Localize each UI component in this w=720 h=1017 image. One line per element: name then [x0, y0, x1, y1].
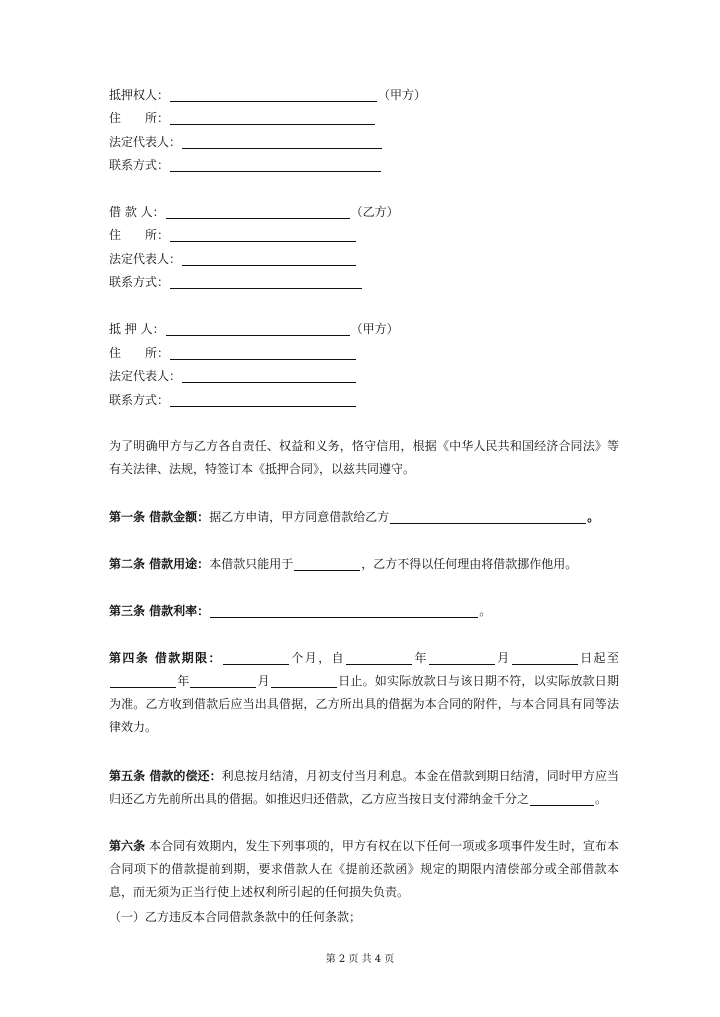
party-b-legal-rep-blank[interactable]: [182, 253, 356, 266]
article-2-text-before: 本借款只能用于: [209, 557, 294, 571]
party-a-address-blank[interactable]: [170, 112, 375, 125]
party-c-role-line: [109, 322, 399, 336]
party-b-role-label: 借 款 人：: [109, 205, 165, 219]
party-b-address-blank[interactable]: [170, 229, 356, 242]
article-6: [109, 835, 619, 904]
party-b-role-line: [109, 205, 399, 219]
late-fee-blank[interactable]: [530, 791, 594, 806]
party-c-address-line: [109, 346, 357, 360]
page-footer: 第 2 页 共 4 页: [325, 954, 395, 965]
party-a-legal-rep-line: [109, 135, 383, 149]
party-b-contact-blank[interactable]: [170, 276, 362, 289]
party-b-role-suffix: （乙方）: [350, 205, 399, 219]
article-5: [109, 765, 619, 811]
party-a-role-suffix: （甲方）: [378, 88, 427, 102]
party-c-address-blank[interactable]: [170, 347, 356, 360]
start-month-blank[interactable]: [429, 650, 495, 665]
end-day-blank[interactable]: [271, 673, 337, 688]
interest-rate-blank[interactable]: [210, 603, 478, 618]
article-1-end: 。: [587, 510, 600, 524]
party-a-role-label: 抵押权人：: [109, 88, 170, 102]
party-c-legal-rep-blank[interactable]: [182, 370, 356, 383]
party-a-address-label: 住 所：: [109, 111, 170, 125]
party-a-legal-rep-blank[interactable]: [182, 136, 382, 149]
article-5-text: 利息按月结清，月初支付当月利息。本金在借款到期日结清，同时甲方应当归还乙方先前所出具的借据。如推迟归还借款，乙方应当按日支付滞纳金千分之: [109, 769, 619, 806]
loan-purpose-blank[interactable]: [294, 556, 360, 571]
party-c-role-suffix: （甲方）: [350, 322, 399, 336]
article-2-heading: 第二条 借款用途：: [109, 557, 210, 571]
article-4-t1: 个月，自: [289, 651, 346, 665]
party-a-role-line: [109, 88, 426, 102]
article-4: [109, 647, 619, 739]
party-c-contact-blank[interactable]: [170, 394, 356, 407]
end-year-blank[interactable]: [110, 673, 176, 688]
article-6-heading: 第六条: [109, 839, 146, 853]
article-4-heading: 第四条 借款期限：: [109, 651, 222, 665]
party-c-role-blank[interactable]: [166, 323, 350, 336]
party-b-address-label: 住 所：: [109, 228, 170, 242]
article-3-end: 。: [479, 604, 492, 618]
article-4-year-1: 年: [413, 651, 428, 665]
party-b-address-line: [109, 228, 357, 242]
article-3: [109, 600, 619, 623]
party-a-legal-rep-label: 法定代表人：: [109, 135, 182, 149]
party-c-address-label: 住 所：: [109, 346, 170, 360]
party-a-contact-blank[interactable]: [170, 159, 381, 172]
party-c-contact-line: [109, 393, 357, 407]
article-4-year-2: 年: [177, 674, 190, 688]
party-c-contact-label: 联系方式：: [109, 393, 170, 407]
party-a-address-line: [109, 111, 376, 125]
party-c-legal-rep-line: [109, 369, 357, 383]
article-1-heading: 第一条 借款金额：: [109, 510, 210, 524]
article-4-month-2: 月: [257, 674, 270, 688]
party-a-contact-line: [109, 158, 382, 172]
article-2-text-after: ，乙方不得以任何理由将借款挪作他用。: [361, 557, 578, 571]
clause-1: （一）乙方违反本合同借款条款中的任何条款；: [109, 910, 362, 924]
party-c-legal-rep-label: 法定代表人：: [109, 369, 182, 383]
end-month-blank[interactable]: [190, 673, 256, 688]
party-b-contact-line: [109, 275, 363, 289]
start-day-blank[interactable]: [512, 650, 578, 665]
party-b-role-blank[interactable]: [166, 206, 350, 219]
article-5-heading: 第五条 借款的偿还：: [109, 769, 222, 783]
party-a-contact-label: 联系方式：: [109, 158, 170, 172]
article-2: [109, 553, 619, 576]
party-a-role-blank[interactable]: [170, 89, 377, 102]
party-b-contact-label: 联系方式：: [109, 275, 170, 289]
start-year-blank[interactable]: [346, 650, 412, 665]
article-4-t2: 日起至: [578, 651, 619, 665]
loan-amount-blank[interactable]: [390, 509, 586, 524]
article-4-month-1: 月: [495, 651, 511, 665]
party-b-legal-rep-label: 法定代表人：: [109, 252, 182, 266]
article-1: [109, 506, 619, 529]
article-3-heading: 第三条 借款利率：: [109, 604, 210, 618]
loan-months-blank[interactable]: [223, 650, 289, 665]
party-c-role-label: 抵 押 人：: [109, 322, 165, 336]
party-b-legal-rep-line: [109, 252, 357, 266]
article-1-text: 据乙方申请，甲方同意借款给乙方: [209, 510, 390, 524]
article-4-t3: 日止。如实际放款日与该日期不符，以实际放款日期为准。乙方收到借款后应当出具借据，乙方所出具的借据为本合同的附件，与本合同具有同等法律效力。: [109, 674, 619, 734]
article-5-end: 。: [595, 792, 608, 806]
intro-paragraph: 为了明确甲方与乙方各自责任、权益和义务，恪守信用，根据《中华人民共和国经济合同法》等有关法律、法规，特签订本《抵押合同》，以兹共同遵守。: [109, 439, 619, 476]
article-6-text: 本合同有效期内，发生下列事项的，甲方有权在以下任何一项或多项事件发生时，宣布本合同项下的借款提前到期，要求借款人在《提前还款函》规定的期限内清偿部分或全部借款本息，而无须为正当行使上述权利所引起的任何损失负责。: [109, 839, 619, 899]
